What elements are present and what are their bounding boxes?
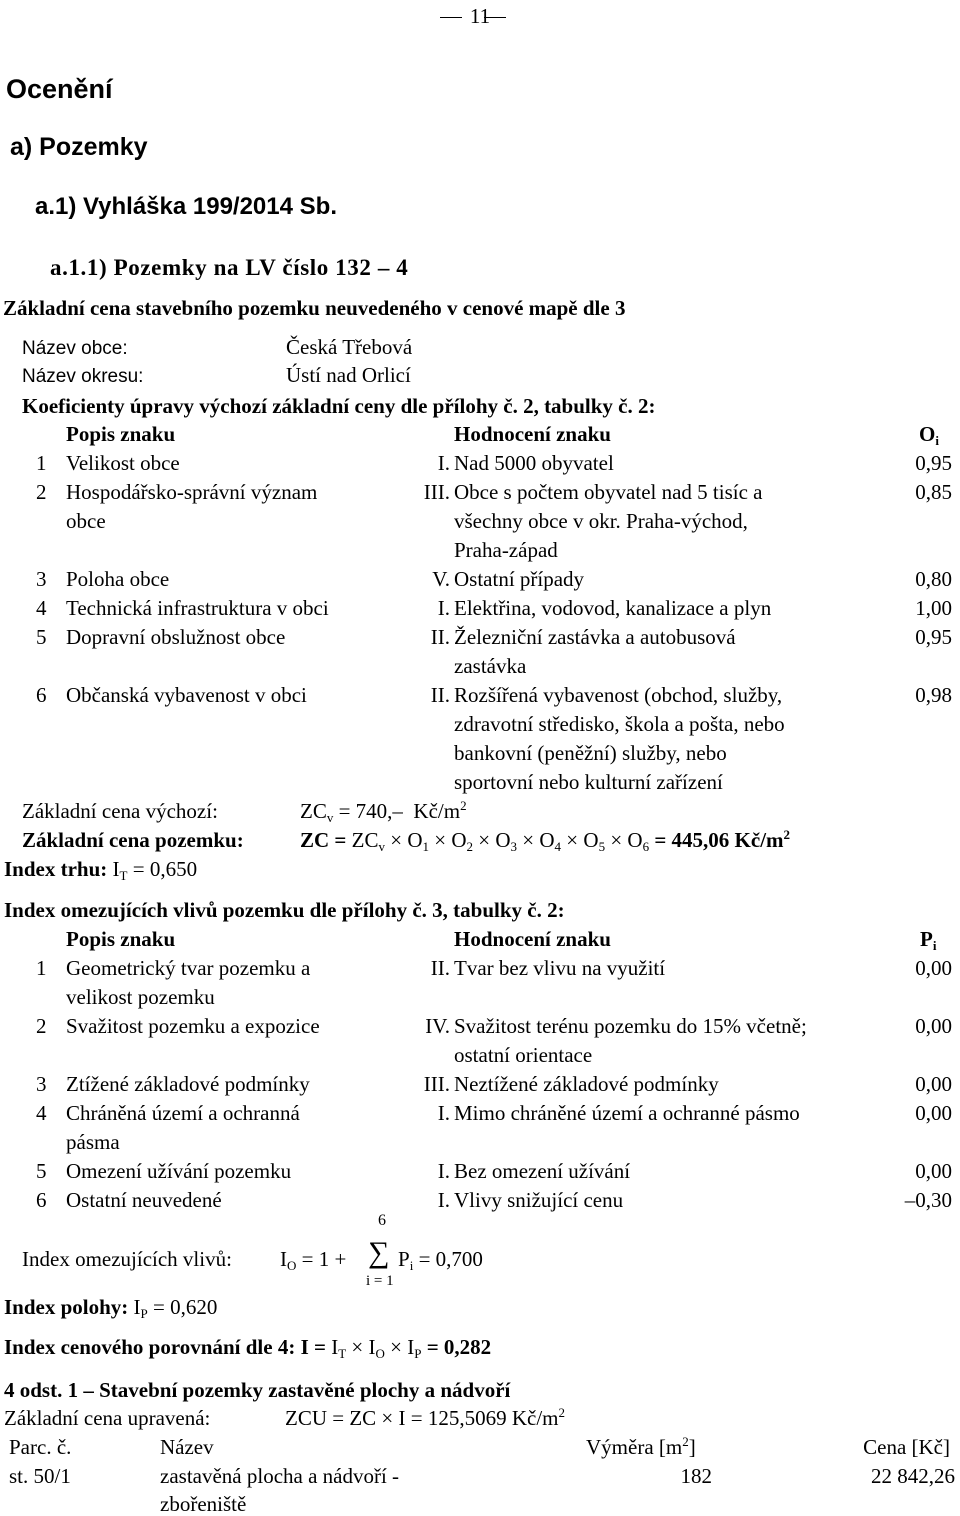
heading-pozemky: a) Pozemky [10, 133, 148, 161]
obec-value: Česká Třebová [286, 335, 413, 359]
okres-label: Název okresu: [22, 366, 144, 387]
zcv-label: Základní cena výchozí: [22, 799, 218, 823]
t2-title: Index omezujících vlivů pozemku dle přílohy č. 3, tabulky č. 2: [4, 898, 565, 922]
col-cena: Cena [Kč] [863, 1435, 950, 1459]
page-number: 11 [0, 6, 960, 27]
zc-value: ZC = $ZC_v \times O_1 \times O_2 \times O_3 \times O_4 \times O_5 \times O_6 = 445,06$ $Kč/m^2$ [300, 827, 791, 854]
heading-lv: a.1.1) Pozemky na LV číslo 132 – 4 [50, 255, 409, 280]
col-vymera: Výměra $[m^2]$ [586, 1434, 696, 1459]
basic-title: Základní cena stavebního pozemku neuvedeného v cenové mapě dle 3 [3, 296, 626, 320]
heading-oceneni: Ocenění [6, 74, 113, 104]
t2-col-hodnoceni: Hodnocení znaku [454, 927, 611, 951]
t1-col-o: $O_i$ [919, 422, 939, 448]
ip-line: Index polohy: $I_P = 0,620$ [4, 1295, 218, 1321]
t2-col-p: $P_i$ [920, 927, 937, 953]
ic-line: Index cenového porovnání dle 4: $I = I_T \times I_O \times I_P = 0,282$ [4, 1335, 492, 1361]
zcu-value: ZCU = ZC × I = 125,5069 $Kč/m^2$ [285, 1405, 566, 1430]
zcu-label: Základní cena upravená: [4, 1406, 211, 1430]
t1-col-popis: Popis znaku [66, 422, 176, 446]
it-line: Index trhu: $I_T = 0,650$ [4, 857, 198, 883]
t2-col-popis: Popis znaku [66, 927, 176, 951]
zcv-value: $ZC_v = 740,-$ $Kč/m^2$ [300, 798, 467, 825]
coef-title: Koeficienty úpravy výchozí základní ceny dle přílohy č. 2, tabulky č. 2: [22, 394, 656, 418]
okres-value: Ústí nad Orlicí [286, 363, 411, 387]
section4-title: 4 odst. 1 – Stavební pozemky zastavěné plochy a nádvoří [4, 1378, 511, 1402]
col-parc: Parc. č. [9, 1435, 72, 1459]
heading-vyhlaska: a.1) Vyhláška 199/2014 Sb. [35, 193, 337, 220]
t1-col-hodnoceni: Hodnocení znaku [454, 422, 611, 446]
col-nazev: Název [160, 1435, 214, 1459]
obec-label: Název obce: [22, 338, 128, 359]
zc-label: Základní cena pozemku: [22, 828, 244, 852]
sum-icon: ∑ [368, 1236, 390, 1269]
